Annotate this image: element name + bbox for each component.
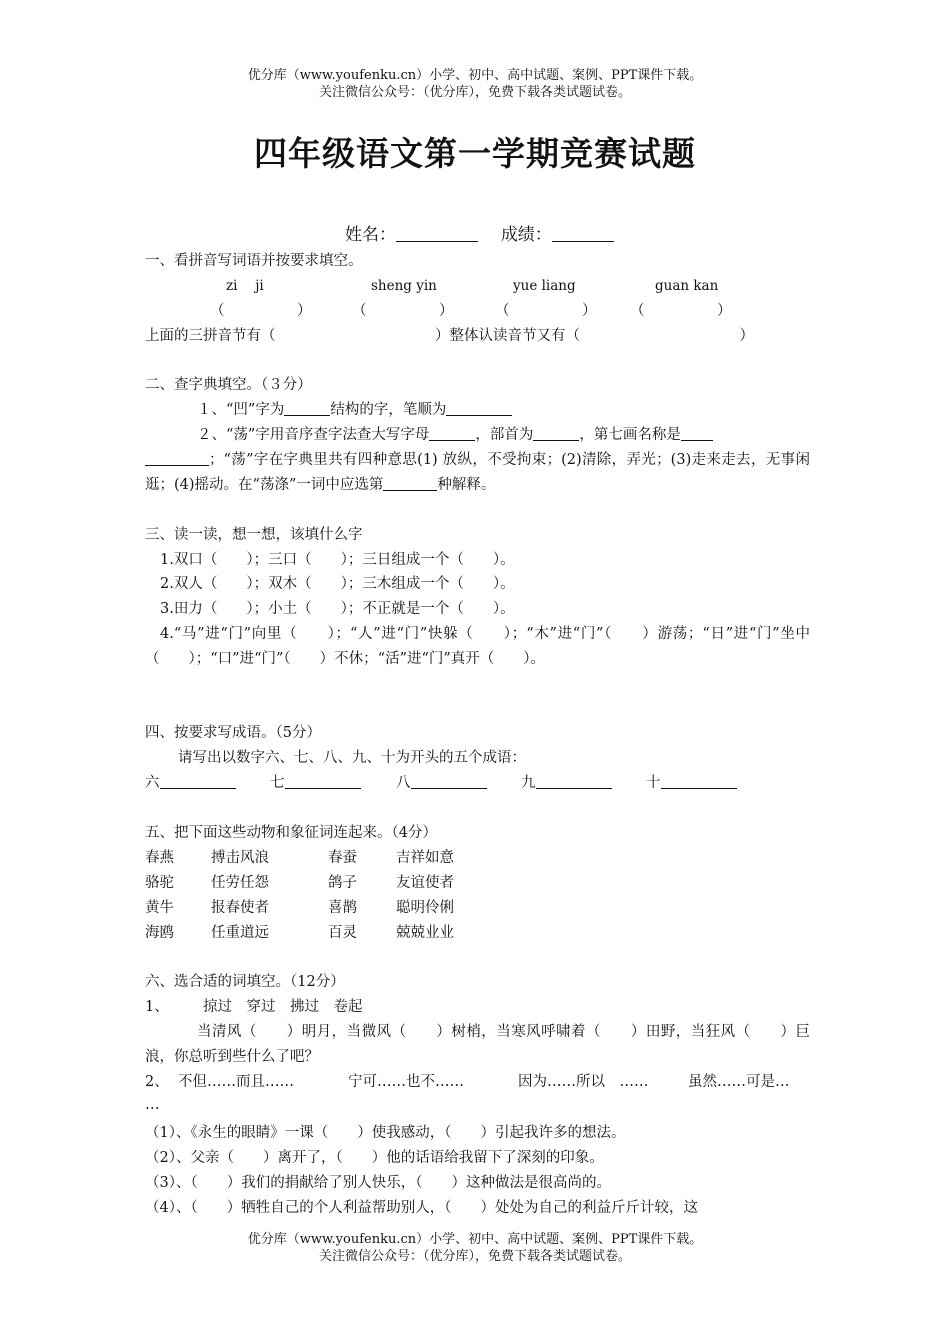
idiom-start-9 — [521, 771, 612, 796]
idiom-start-8-label: 八 — [396, 775, 411, 791]
match-animal-2[interactable]: 春蚕 — [328, 850, 357, 866]
s2-question-1 — [197, 398, 862, 423]
s6-q1-word-options: 掠过 穿过 拂过 卷起 — [203, 999, 363, 1015]
s2-q2-blank-stroke-name-b[interactable] — [145, 449, 209, 466]
match-animal-8[interactable]: 百灵 — [328, 925, 357, 941]
idiom-start-7-label: 七 — [270, 775, 285, 791]
s6-q2-option-3: 因为……所以 …… — [518, 1074, 649, 1090]
s2-q1-text-b: 结构的字，笔顺为 — [330, 402, 447, 418]
s2-q2-blank-radical[interactable] — [533, 424, 579, 441]
section-6-heading: 六、选合适的词填空。（12分） — [145, 974, 345, 990]
match-symbol-8[interactable]: 兢兢业业 — [396, 925, 454, 941]
name-blank[interactable] — [396, 225, 478, 242]
s3-question-2: 2.双人（ ）；双木（ ）；三木组成一个（ ）。 — [160, 576, 515, 592]
s6-item-1: （1）、《永生的眼睛》一课（ ）使我感动，（ ）引起我许多的想法。 — [145, 1125, 626, 1141]
s2-q2-blank-meaning[interactable] — [383, 474, 437, 491]
idiom-blank-7[interactable] — [285, 772, 361, 789]
header-line-1: 优分库（www.youfenku.cn）小学、初中、高中试题、案例、PPT课件下载。 — [247, 68, 703, 83]
section-1-heading: 一、看拼音写词语并按要求填空。 — [145, 253, 363, 269]
s6-q1-passage: 当清风（ ）明月，当微风（ ）树梢，当寒风呼啸着（ ）田野，当狂风（ ）巨浪，你总听到些什么了吧？ — [145, 1024, 810, 1065]
name-label: 姓名： — [345, 225, 396, 245]
idiom-blank-6[interactable] — [160, 772, 236, 789]
s3-question-3: 3.田力（ ）；小土（ ）；不正就是一个（ ）。 — [160, 601, 515, 617]
syllable-question: 上面的三拼音节有（ ）整体认读音节又有（ ） — [145, 328, 754, 344]
idiom-start-10 — [646, 771, 737, 796]
page-title: 四年级语文第一学期竞赛试题 — [254, 134, 696, 173]
match-symbol-7[interactable]: 任重道远 — [211, 925, 269, 941]
footer-line-1: 优分库（www.youfenku.cn）小学、初中、高中试题、案例、PPT课件下载。 — [247, 1232, 703, 1247]
match-animal-1[interactable]: 春燕 — [145, 850, 174, 866]
s3-question-4: 4.“马”进“门”向里（ ）；“人”进“门”快躲（ ）；“木”进“门”（ ）游荡；“日”进“门”坐中（ ）；“口”进“门”（ ）不休；“活”进“门”真开（ ）。 — [145, 626, 810, 667]
s2-q2-text-a: ２、“荡”字用音序查字法查大写字母 — [197, 427, 430, 443]
s2-q1-blank-structure[interactable] — [284, 399, 330, 416]
score-blank[interactable] — [552, 225, 614, 242]
s6-item-3: （3）、（ ）我们的捐献给了别人快乐，（ ）这种做法是很高尚的。 — [145, 1175, 611, 1191]
s2-q2-text-c: ，第七画名称是 — [579, 427, 681, 443]
section-3-heading: 三、读一读，想一想，该填什么字 — [145, 527, 363, 543]
section-5-heading: 五、把下面这些动物和象征词连起来。（4分） — [145, 825, 437, 841]
match-symbol-3[interactable]: 任劳任怨 — [211, 875, 269, 891]
match-symbol-6[interactable]: 聪明伶俐 — [396, 900, 454, 916]
idiom-start-6-label: 六 — [145, 775, 160, 791]
match-animal-4[interactable]: 鸽子 — [328, 875, 357, 891]
section-4-heading: 四、按要求写成语。（5分） — [145, 725, 321, 741]
idiom-start-7 — [270, 771, 361, 796]
idiom-blank-10[interactable] — [661, 772, 737, 789]
match-animal-6[interactable]: 喜鹊 — [328, 900, 357, 916]
header-line-2: 关注微信公众号：（优分库），免费下载各类试题试卷。 — [318, 85, 631, 100]
s3-question-1: 1.双口（ ）；三口（ ）；三日组成一个（ ）。 — [160, 552, 515, 568]
pinyin-blank-1[interactable]: （ ） — [210, 303, 312, 319]
pinyin-blank-3[interactable]: （ ） — [495, 303, 597, 319]
idiom-start-6 — [145, 771, 236, 796]
score-label: 成绩： — [500, 225, 552, 245]
s6-q2-option-2: 宁可……也不…… — [348, 1074, 464, 1090]
pinyin-blank-4[interactable]: （ ） — [630, 303, 732, 319]
idiom-start-9-label: 九 — [521, 775, 536, 791]
s2-q2-blank-letter[interactable] — [429, 424, 475, 441]
s2-q1-blank-strokes[interactable] — [446, 399, 512, 416]
match-symbol-4[interactable]: 友谊使者 — [396, 875, 454, 891]
idiom-blank-8[interactable] — [411, 772, 487, 789]
s2-q2-text-b: ，部首为 — [475, 427, 534, 443]
pinyin-2: sheng yin — [371, 278, 437, 294]
pinyin-blank-2[interactable]: （ ） — [352, 303, 454, 319]
match-animal-5[interactable]: 黄牛 — [145, 900, 174, 916]
s6-item-4: （4）、（ ）牺牲自己的个人利益帮助别人，（ ）处处为自己的利益斤斤计较，这 — [145, 1200, 698, 1216]
s6-q2-option-4-tail: … — [145, 1097, 160, 1113]
s6-item-2: （2）、父亲（ ）离开了，（ ）他的话语给我留下了深刻的印象。 — [145, 1150, 604, 1166]
s6-q2-label: 2、 — [145, 1074, 169, 1090]
s6-q2-option-1: 不但……而且…… — [178, 1074, 294, 1090]
s2-q2-blank-stroke-name-a[interactable] — [681, 424, 713, 441]
s6-q1-label: 1、 — [145, 999, 169, 1015]
idiom-blank-9[interactable] — [536, 772, 612, 789]
match-symbol-5[interactable]: 报春使者 — [211, 900, 269, 916]
pinyin-1: zi ji — [226, 278, 264, 294]
idiom-start-10-label: 十 — [646, 775, 661, 791]
pinyin-4: guan kan — [655, 278, 719, 294]
match-symbol-2[interactable]: 吉祥如意 — [396, 850, 454, 866]
match-symbol-1[interactable]: 搏击风浪 — [211, 850, 269, 866]
section-2-heading: 二、查字典填空。（３分） — [145, 377, 312, 393]
s4-instruction: 请写出以数字六、七、八、九、十为开头的五个成语： — [178, 750, 526, 766]
match-animal-3[interactable]: 骆驼 — [145, 875, 174, 891]
s2-q1-text-a: １、“凹”字为 — [197, 402, 285, 418]
s6-q2-option-4: 虽然……可是… — [688, 1074, 790, 1090]
name-score-row — [345, 223, 614, 248]
match-animal-7[interactable]: 海鸥 — [145, 925, 174, 941]
s2-q2-text-d: ；“荡”字在字典里共有四种意思(1) 放纵，不受拘束；(2)清除，弄光；(3)走来走去，无事闲逛；(4)摇动。在“荡涤”一词中应选第 — [145, 452, 810, 493]
footer-line-2: 关注微信公众号：（优分库），免费下载各类试题试卷。 — [318, 1249, 631, 1264]
idiom-start-8 — [396, 771, 487, 796]
s2-q2-text-e: 种解释。 — [437, 477, 496, 493]
s2-question-2 — [145, 423, 810, 498]
pinyin-3: yue liang — [513, 278, 576, 294]
